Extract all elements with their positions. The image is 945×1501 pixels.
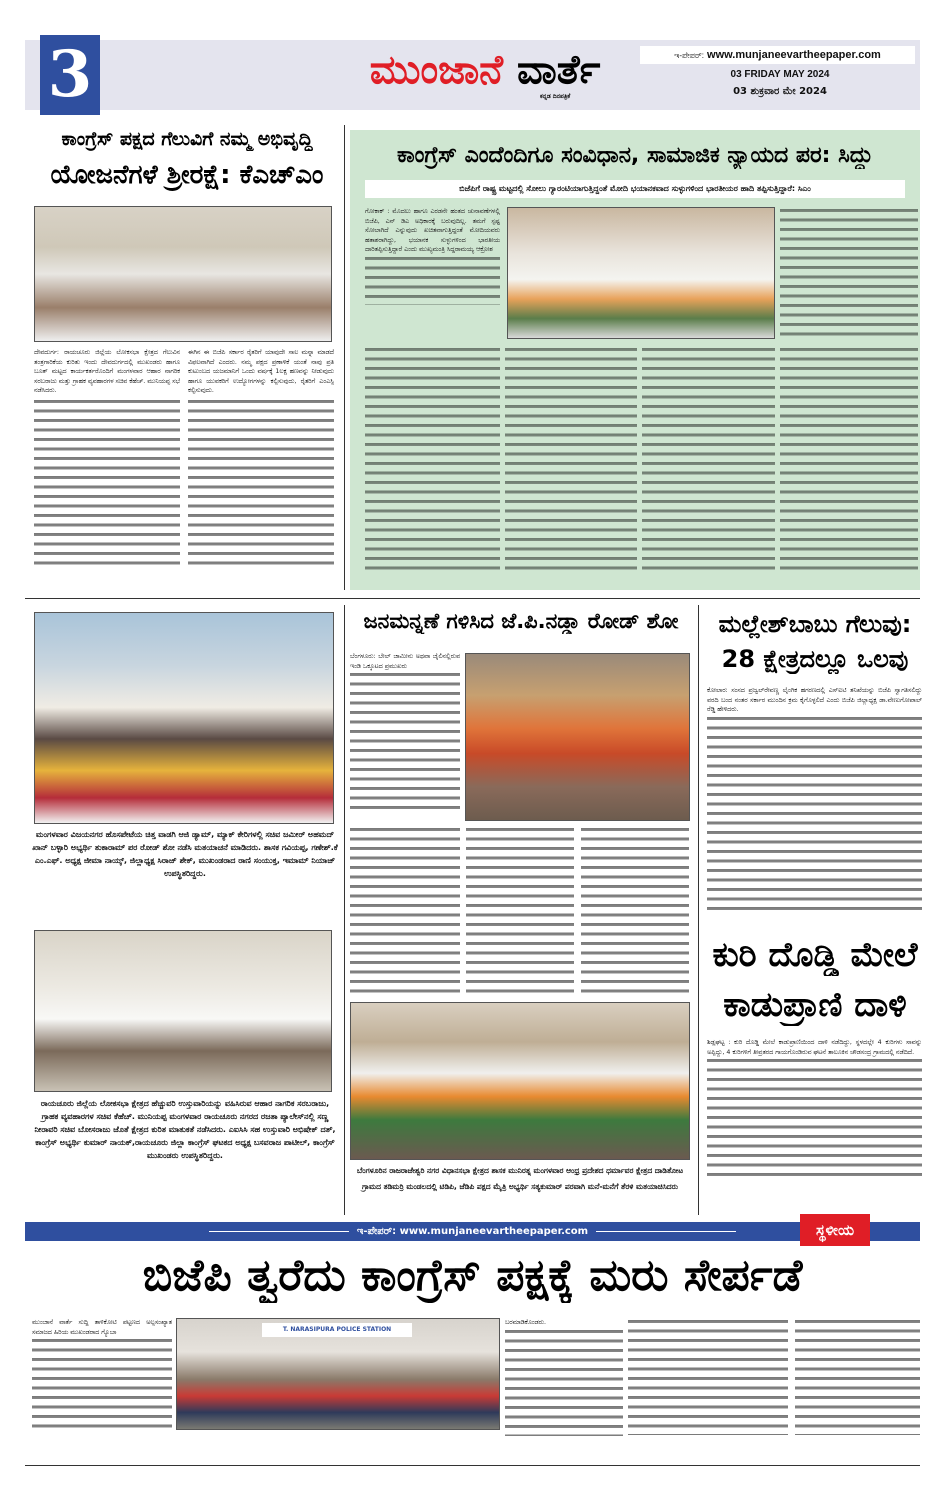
article3-lead-text: ಬೆಂಗಳೂರು: ಬೇಲ್ ಜಾಮೀನು ಅಥವಾ ಜೈಲಿನಲ್ಲಿರುವ ಇಂಡಿ ಒಕ್ಕೂಟದ ಪ್ರಮುಖರು: [350, 653, 460, 670]
road-show-photo: [34, 612, 334, 824]
article1-photo: [34, 206, 332, 342]
article5-headline-line2: ಕಾಡುಪ್ರಾಣಿ ದಾಳಿ: [723, 985, 907, 1025]
local-col1: [32, 1318, 172, 1443]
text-filler: [466, 826, 574, 996]
article1-col2-text: ಈಗಿನ ಈ ಬಿಜೆಪಿ ಸರ್ಕಾರ ರೈತರಿಗೆ ಯಾವುದೇ ಸಾಲ ಮನ್ನಾ ಮಾಡದೆ ವಿಫಲವಾಗಿದೆ ಎಂದರು. ನಮ್ಮ ಪಕ್ಷದ ಪ್ರಣಾಳಿಕೆ ಯಂತೆ ನಾವು ಪ್ರತಿ ಕುಟುಂಬದ ಯಜಮಾನಿಗೆ ಒಂದು ವರ್ಷಕ್ಕೆ 1ಲಕ್ಷ ಹಣವನ್ನು ನೀಡುವುದು ಹಾಗೂ ಯುವಕರಿಗೆ ಉದ್ಯೋಗಗಳನ್ನು ಕಲ್ಪಿಸುವುದು, ರೈತರಿಗೆ ಎಂಎಸ್ಪಿ ಕಲ್ಪಿಸುವುದು.: [188, 349, 334, 394]
text-filler: [581, 826, 689, 996]
article1-col2: [188, 348, 334, 588]
local-headline: ಬಿಜೆಪಿ ತ್ವರೆದು ಕಾಂಗ್ರೆಸ್ ಪಕ್ಷಕ್ಕೆ ಮರು ಸೇರ್ಪಡೆ: [142, 1250, 803, 1301]
campaign-photo: [350, 1002, 690, 1160]
article5-body: [707, 1038, 922, 1203]
article4-headline-line1: ಮಲ್ಲೇಶ್‌ಬಾಬು ಗೆಲುವು:: [718, 610, 912, 638]
date-english: 03 FRIDAY MAY 2024: [730, 69, 830, 80]
text-filler: [350, 826, 460, 996]
article1-headline-line1: ಕಾಂಗ್ರೆಸ್ ಪಕ್ಷದ ಗೆಲುವಿಗೆ ನಮ್ಮ ಅಭಿವೃದ್ಧಿ: [61, 128, 313, 150]
article5-lead-text: ಶಿಡ್ಲಘಟ್ಟ : ಕುರಿ ದೊಡ್ಡಿ ಮೇಲೆ ಕಾಡುಪ್ರಾಣಿಯಿಂದ ದಾಳಿ ನಡೆದಿದ್ದು, ಸ್ಥಳದಲ್ಲೇ 4 ಕುರಿಗಳು ಸಾವನ್ನು ಅಪ್ಪಿದ್ದು, 4 ಕುರಿಗಳಿಗೆ ತೀವ್ರತರದ ಗಾಯಗೊಂಡಿರುವ ಘಟನೆ ತಾಲೂಕಿನ ಚೌಡಸಂದ್ರ ಗ್ರಾಮದಲ್ಲಿ ನಡೆದಿದೆ.: [707, 1039, 922, 1056]
logo-tagline: ಕನ್ನಡ ದಿನಪತ್ರಿಕೆ: [540, 93, 571, 100]
local-col2: [505, 1318, 623, 1443]
logo-part2: ವಾರ್ತೆ: [516, 47, 601, 93]
nadda-road-show-photo: [465, 653, 690, 821]
text-filler: [365, 346, 500, 571]
article5-headline-line1: ಕುರಿ ದೊಡ್ಡಿ ಮೇಲೆ: [712, 935, 918, 975]
column-divider: [344, 125, 345, 590]
joining-photo: [176, 1318, 500, 1430]
text-filler: [795, 1318, 920, 1435]
epaper-label: ಇ-ಪೇಪರ್:: [674, 51, 704, 60]
article2-lead-text: ಗೋಕಾಕ್ : ಮೊದಲು ಹಾಗೂ ಎರಡನೇ ಹಂತದ ಚುನಾವಣೆಗಳಲ್ಲಿ ಬಿಜೆಪಿ, ಎನ್ ಡಿಎ ಅಧಿಕಾರಕ್ಕೆ ಬರುವುದಿಲ್ಲ. ತಮಗೆ ಸ್ಪಷ್ಟ ಸೋಲಾಗಿದೆ ಎನ್ನುವುದು ಖಚಿತವಾಗುತ್ತಿದ್ದಂತೆ ಮೋದಿಯವರು ಹತಾಶರಾಗಿದ್ದು, ಭಯಾನಕ ಸುಳ್ಳುಗಳಿಂದ ಭಾರತೀಯ ದಾರಿತಪ್ಪಿಸುತ್ತಿದ್ದಾರೆ ಎಂದು ಮುಖ್ಯಮಂತ್ರಿ ಸಿದ್ದರಾಮಯ್ಯ ಆಕ್ರೋಶ: [365, 208, 500, 253]
meeting-caption: ರಾಯಚೂರು ಜಿಲ್ಲೆಯ ಲೋಕಸಭಾ ಕ್ಷೇತ್ರದ ಹೆಚ್ಚುವರಿ ಉಸ್ತುವಾರಿಯನ್ನು ವಹಿಸಿರುವ ಆಹಾರ ನಾಗರಿಕ ಸರಬರಾಜು, ಗ್ರಾಹಕ ವ್ಯವಹಾರಗಳ ಸಚಿವ ಕೆಹೆಚ್. ಮುನಿಯಪ್ಪ ಮಂಗಳವಾರ ರಾಯಚೂರು ನಗರದ ರಜತಾ ಪ್ಯಾಲೇಸ್‌ನಲ್ಲಿ ಸಣ್ಣ ನೀರಾವರಿ ಸಚಿವ ಬೋಸರಾಜು ಜೊತೆ ಕ್ಷೇತ್ರದ ಕುರಿತ ಮಾತುಕತೆ ನಡೆಸಿದರು. ಎಐಸಿಸಿ ಸಹ ಉಸ್ತುವಾರಿ ಅಭಿಷೇಕ್ ದತ್, ಕಾಂಗ್ರೆಸ್ ಅಭ್ಯರ್ಥಿ ಕುಮಾರ್ ನಾಯಕ್,ರಾಯಚೂರು ಜಿಲ್ಲಾ ಕಾಂಗ್ರೆಸ್ ಘಟಕದ ಅಧ್ಯಕ್ಷ ಬಸವರಾಜ ಪಾಟೀಲ್, ಕಾಂಗ್ರೆಸ್ ಮುಖಂಡರು ಉಪಸ್ಥಿತರಿದ್ದರು.: [34, 1099, 336, 1160]
text-filler: [780, 346, 918, 571]
article3-lead: [350, 652, 460, 822]
article1-headline-line2: ಯೋಜನೆಗಳೆ ಶ್ರೀರಕ್ಷೆ: ಕೆಎಚ್‌ಎಂ: [50, 160, 324, 190]
logo-part1: ಮುಂಜಾನೆ: [369, 47, 504, 93]
page-number: 3: [40, 35, 100, 115]
column-divider: [344, 605, 345, 1215]
text-filler: [707, 715, 922, 915]
article2-photo: [507, 207, 775, 339]
section-divider: [25, 598, 920, 599]
article4-lead-text: ಕೋಲಾರ: ಸಂಸದ ಪ್ರಜ್ವಲ್‌ರೇವಣ್ಣ ಲೈಂಗಿಕ ಹಗರಣದಲ್ಲಿ ಎಸ್‌ಐಟಿ ತನಿಖೆಯನ್ನು ಬಿಜೆಪಿ ಸ್ವಾಗತಿಸಲಿದ್ದು ವರದಿ ಬಂದ ನಂತರ ಸರ್ಕಾರ ಮುಂದಿನ ಕ್ರಮ ಕೈಗೊಳ್ಳಲಿದೆ ಎಂದು ಬಿಜೆಪಿ ಜಿಲ್ಲಾಧ್ಯಕ್ಷ ಡಾ.ವೇಣುಗೋಪಾಲ್ ರೆಡ್ಡಿ ಹೇಳಿದರು.: [707, 687, 922, 713]
date-kannada: 03 ಶುಕ್ರವಾರ ಮೇ 2024: [733, 86, 827, 97]
text-filler: [32, 1337, 172, 1432]
text-filler: [365, 255, 500, 305]
article4-headline-line2: 28 ಕ್ಷೇತ್ರದಲ್ಲೂ ಒಲವು: [721, 645, 909, 673]
bottom-rule: [25, 1465, 920, 1466]
epaper-link[interactable]: [640, 46, 915, 64]
text-filler: [34, 398, 180, 568]
article3-headline: ಜನಮನ್ನಣೆ ಗಳಿಸಿದ ಜೆ.ಪಿ.ನಡ್ಡಾ ರೋಡ್ ಶೋ: [363, 609, 679, 633]
article4-body: [707, 686, 922, 926]
text-filler: [707, 1057, 922, 1182]
article2-headline: ಕಾಂಗ್ರೆಸ್ ಎಂದೆಂದಿಗೂ ಸಂವಿಧಾನ, ಸಾಮಾಜಿಕ ನ್ಯಾಯದ ಪರ: ಸಿದ್ದು: [397, 143, 873, 168]
local-col2-text: ಬರಮಾಡಿಕೊಂಡರು.: [505, 1319, 547, 1326]
column-divider: [698, 605, 699, 1215]
text-filler: [780, 207, 918, 342]
epaper-url: www.munjaneevartheepaper.com: [707, 49, 881, 61]
article1-col1-text: ದೇವದುರ್ಗ: ರಾಯಚೂರು ಜಿಲ್ಲೆಯ ಲೋಕಸಭಾ ಕ್ಷೇತ್ರದ ಗೆಲುವಿನ ತಂತ್ರಗಾರಿಕೆಯ ಕುರಿತು ಇಂದು ದೇವದುರ್ಗದಲ್ಲಿ ಮುಖಂಡರು ಹಾಗೂ ಬೂತ್ ಮಟ್ಟದ ಕಾರ್ಯಕರ್ತರೊಂದಿಗೆ ಮಂಗಳವಾರ ಆಹಾರ ನಾಗರಿಕ ಸರಬರಾಜು ಮತ್ತು ಗ್ರಾಹಕ ವ್ಯವಹಾರಗಳ ಸಚಿವ ಕೆಹೆಚ್. ಮುನಿಯಪ್ಪ ಸಭೆ ನಡೆಸಿದರು.: [34, 349, 180, 394]
text-filler: [505, 346, 637, 571]
article1-col1: [34, 348, 180, 588]
text-filler: [628, 1318, 788, 1435]
epaper-banner: ಇ-ಪೇಪರ್: www.munjaneevartheepaper.com: [25, 1222, 920, 1241]
campaign-caption: ಬೆಂಗಳೂರಿನ ರಾಜರಾಜೇಶ್ವರಿ ನಗರ ವಿಧಾನಸಭಾ ಕ್ಷೇತ್ರದ ಶಾಸಕ ಮುನಿರತ್ನ ಮಂಗಳವಾರ ಆಂಧ್ರ ಪ್ರದೇಶದ ಧರ್ಮಾವರ ಕ್ಷೇತ್ರದ ದಾಡಿತೋಟ ಗ್ರಾಮದ ತಡಿಮರ್ರಿ ಮಂಡಲದಲ್ಲಿ ಟಿಡಿಪಿ, ಜೆಡಿಪಿ ಪಕ್ಷದ ಮೈತ್ರಿ ಅಭ್ಯರ್ಥಿ ಸತ್ಯಕುಮಾರ್ ಪರವಾಗಿ ಮನೆ-ಮನೆಗೆ ತೆರಳಿ ಮತಯಾಚಿಸಿದರು: [356, 1166, 684, 1191]
text-filler: [505, 1328, 623, 1436]
article2-subheadline: ಬಿಜೆಪಿಗೆ ರಾಷ್ಟ್ರ ಮಟ್ಟದಲ್ಲಿ ಸೋಲು ಗ್ಯಾರಂಟಿಯಾಗುತ್ತಿದ್ದಂತೆ ಮೋದಿ ಭಯಾನಕವಾದ ಸುಳ್ಳುಗಳಿಂದ ಭಾರತೀಯರ ಹಾದಿ ತಪ್ಪಿಸುತ್ತಿದ್ದಾರೆ: ಸಿಎಂ: [365, 180, 905, 198]
newspaper-logo: [340, 44, 630, 96]
text-filler: [188, 398, 334, 568]
local-lead-text: ಮುಂಜಾನೆ ವಾರ್ತೆ ಸುದ್ದಿ ತಾಳಿಕೋಟಿ ಪಟ್ಟಣದ ಅಲ್ಪಸಂಖ್ಯಾತ ಸಮಾಜದ ಹಿರಿಯ ಮುಖಂಡರಾದ ಗ್ಯೊಬಾ: [32, 1319, 172, 1336]
article2-lead: [365, 207, 500, 342]
road-show-caption: ಮಂಗಳವಾರ ವಿಜಯನಗರ ಹೊಸಪೇಟೆಯ ಚಿತ್ತ ವಾಡಗಿ ಆಜಿ ಡ್ಯಾಮ್, ಮ್ಯಾಕ್ ಕೇರಿಗಳಲ್ಲಿ ಸಚಿವ ಜಮೀರ್ ಅಹಮದ್ ಖಾನ್ ಬಳ್ಳಾರಿ ಅಭ್ಯರ್ಥಿ ತುಕಾರಾಮ್ ಪರ ರೋಡ್ ಶೋ ನಡೆಸಿ ಮತಯಾಚನೆ ಮಾಡಿದರು. ಶಾಸಕ ಗವಿಯಪ್ಪ, ಗಣೇಶ್.ಕೆ ಎಂ.ಎಫ್. ಅಧ್ಯಕ್ಷ ಜೀಮಾ ನಾಯ್ಕ್, ಜಿಲ್ಲಾಧ್ಯಕ್ಷ ಸಿರಾಜ್ ಶೇಕ್, ಮುಖಂಡರಾದ ರಾಣಿ ಸಂಯುಕ್ತ, ಇಮಾಮ್ ನಿಯಾಜ್ ಉಪಸ್ಥಿತರಿದ್ದರು.: [32, 830, 338, 878]
police-station-sign: T. NARASIPURA POLICE STATION: [262, 1323, 412, 1337]
local-section-tag: ಸ್ಥಳೀಯ: [800, 1214, 870, 1246]
text-filler: [642, 346, 775, 571]
text-filler: [350, 671, 460, 811]
meeting-photo: [34, 930, 332, 1092]
